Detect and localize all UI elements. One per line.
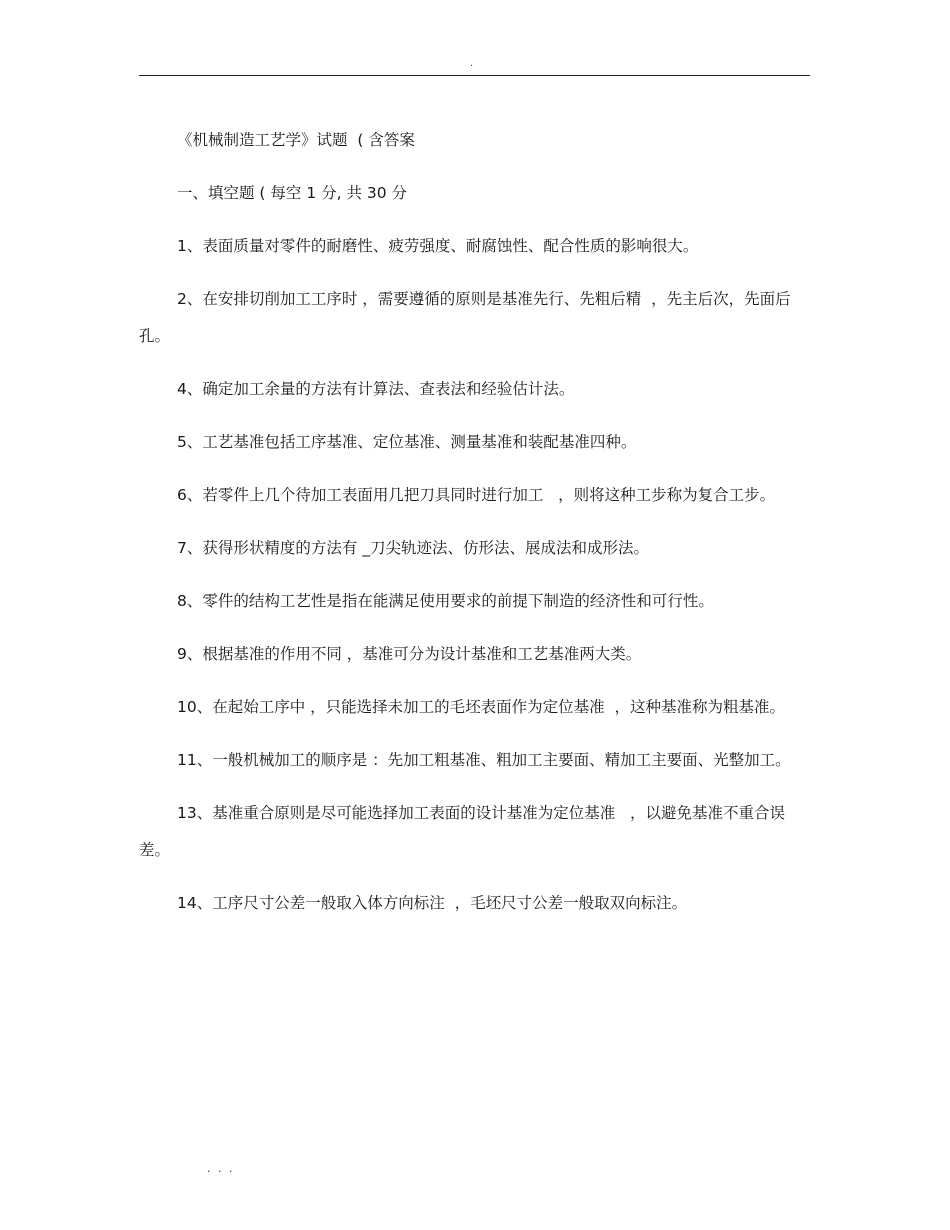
- question-item: 7、获得形状精度的方法有 _刀尖轨迹法、仿形法、展成法和成形法。: [177, 539, 650, 557]
- document-body: [139, 122, 810, 938]
- question-item: 6、若零件上几个待加工表面用几把刀具同时进行加工 ，则将这种工步称为复合工步。: [177, 486, 776, 504]
- section-heading: 一、填空题 ( 每空 1 分, 共 30 分: [177, 184, 408, 202]
- header-divider: [139, 75, 810, 76]
- question-item: 14、工序尺寸公差一般取入体方向标注 ，毛坯尺寸公差一般取双向标注。: [177, 894, 688, 912]
- footer-mark: . . .: [207, 1162, 235, 1175]
- question-item: 2、在安排切削加工工序时 ，需要遵循的原则是基准先行、先粗后精 ，先主后次，先面后孔。: [139, 290, 791, 345]
- question-item: 1、表面质量对零件的耐磨性、疲劳强度、耐腐蚀性、配合性质的影响很大。: [177, 237, 699, 255]
- question-item: 5、工艺基准包括工序基准、定位基准、测量基准和装配基准四种。: [177, 433, 637, 451]
- header-mark: .: [470, 58, 474, 69]
- question-item: 13、基准重合原则是尽可能选择加工表面的设计基准为定位基准 ，以避免基准不重合误差。: [139, 804, 786, 859]
- document-title: 《机械制造工艺学》试题 ( 含答案: [177, 131, 415, 149]
- question-item: 8、零件的结构工艺性是指在能满足使用要求的前提下制造的经济性和可行性。: [177, 592, 714, 610]
- question-item: 11、一般机械加工的顺序是 ：先加工粗基准、粗加工主要面、精加工主要面、光整加工。: [177, 751, 791, 769]
- question-item: 10、在起始工序中 ，只能选择未加工的毛坯表面作为定位基准 ，这种基准称为粗基准。: [177, 698, 786, 716]
- question-item: 4、确定加工余量的方法有计算法、查表法和经验估计法。: [177, 380, 575, 398]
- question-item: 9、根据基准的作用不同 ，基准可分为设计基准和工艺基准两大类。: [177, 645, 642, 663]
